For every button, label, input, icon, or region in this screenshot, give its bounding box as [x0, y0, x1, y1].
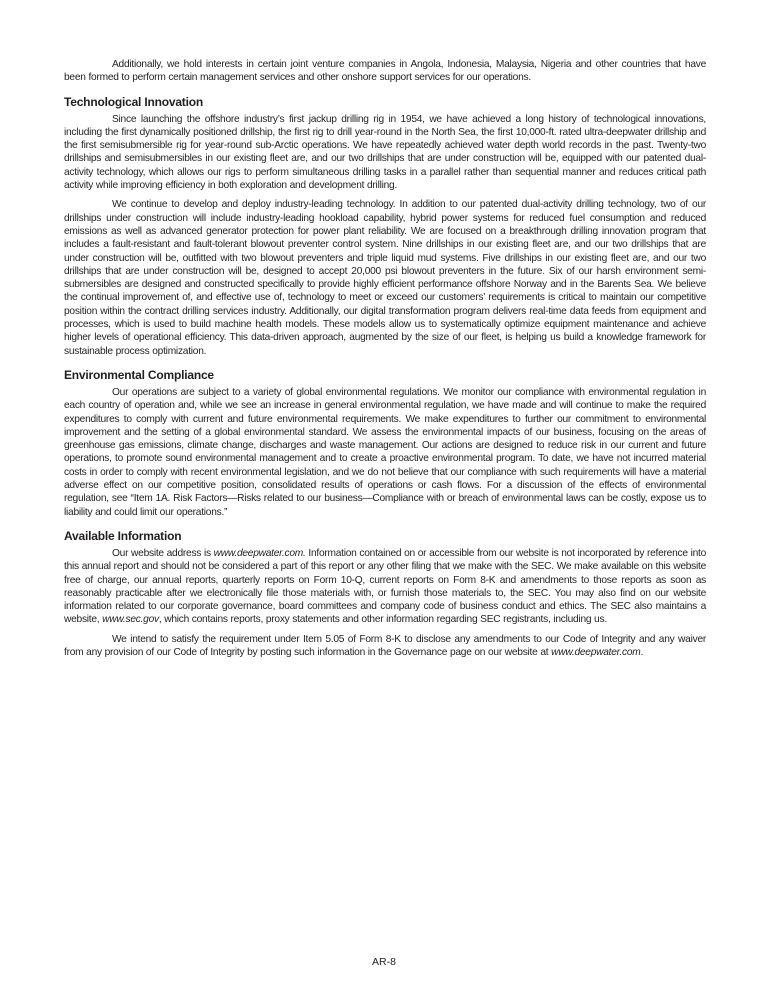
text: , which contains reports, proxy statements and other information regarding SEC registrants, including us. [158, 614, 607, 626]
text: . [640, 646, 644, 658]
website-link[interactable]: www.deepwater.com. [213, 547, 306, 559]
env-paragraph: Our operations are subject to a variety of global environmental regulations. We monitor our compliance with environmental regulation in each country of operation and, while we see an increase in general environmental regulation, we have made and will continue to make the required expenditures to comply with current and future environmental requirements. We make expenditures to further our commitment to environmental improvement and the setting of a global environmental standard. We assess the environmental impacts of our business, focusing on the areas of greenhouse gas emissions, climate change, discharges and waste management. Our actions are designed to reduce risk in our current and future operations, to promote sound environmental management and to create a proactive environmental program. To date, we have not incurred material costs in order to comply with recent environmental legislation, and we do not believe that our compliance with such requirements will have a material adverse effect on our competitive position, consolidated results of operations or cash flows. For a discussion of the effects of environmental regulation, see “Item 1A. Risk Factors—Risks related to our business—Compliance with or breach of environmental laws can be costly, expose us to liability and could limit our operations.” [64, 386, 706, 518]
text: Information contained on or accessible from our website is not incorporated by reference into this annual report and should not be considered a part of this report or any other filing that we make with the SEC. We make available on this website free of charge, our annual reports, quarterly reports on Form 10-Q, current reports on Form 8-K and amendments to those reports as soon as reasonably practicable after we electronically file those materials with, or furnish those materials to, the SEC. You may also find on our website information related to our corporate governance, board committees and company code of business conduct and ethics. The SEC also maintains a website, [64, 547, 706, 626]
intro-paragraph: Additionally, we hold interests in certain joint venture companies in Angola, Indonesia, Malaysia, Nigeria and other countries that have been formed to perform certain management services and other onshore support services for our operations. [64, 59, 706, 84]
section-heading-technological-innovation: Technological Innovation [64, 94, 203, 109]
tech-paragraph-1: Since launching the offshore industry’s first jackup drilling rig in 1954, we have achieved a long history of technological innovations, including the first dynamically positioned drillship, the first rig to drill year-round in the North Sea, the first 10,000-ft. rated ultra-deepwater drillship and the first semisubmersible rig for year-round sub-Arctic operations. We have repeatedly achieved water depth world records in the past. Twenty-two drillships and semisubmersibles in our existing fleet are, and our two drillships that are under construction will be, equipped with our patented dual-activity technology, which allows our rigs to perform simultaneous drilling tasks in a parallel rather than sequential manner and reduces critical path activity while improving efficiency in both exploration and development drilling. [64, 113, 706, 192]
document-page [64, 58, 706, 665]
text: We intend to satisfy the requirement under Item 5.05 of Form 8-K to disclose any amendments to our Code of Integrity and any waiver from any provision of our Code of Integrity by posting such information in the Governance page on our website at [64, 633, 706, 658]
tech-paragraph-2: We continue to develop and deploy industry-leading technology. In addition to our patented dual-activity drilling technology, two of our drillships under construction will include industry-leading hookload capability, hybrid power systems for reduced fuel consumption and reduced emissions as well as advanced generator protection for power plant reliability. We are focused on a breakthrough drilling innovation program that includes a fault-resistant and fault-tolerant blowout preventer control system. Nine drillships in our existing fleet are, and our two drillships that are under construction will be, outfitted with two blowout preventers and triple liquid mud systems. Five drillships in our existing fleet are, and our two drillships that are under construction will be, designed to accept 20,000 psi blowout preventers in the future. Six of our harsh environment semi-submersibles are designed and constructed specifically to provide highly efficient performance offshore Norway and in the Barents Sea. We believe the continual improvement of, and effective use of, technology to meet or exceed our customers’ requirements is critical to maintain our competitive position within the contract drilling services industry. Additionally, our digital transformation program delivers real-time data feeds from equipment and processes, which is used to build machine health models. These models allow us to systematically optimize equipment maintenance and achieve higher levels of operational efficiency. This data-driven approach, augmented by the size of our fleet, is helping us build a knowledge framework for sustainable process optimization. [64, 199, 706, 357]
avail-paragraph-1 [64, 547, 706, 627]
section-heading-environmental-compliance: Environmental Compliance [64, 367, 214, 382]
section-heading-available-information: Available Information [64, 528, 182, 543]
website-link[interactable]: www.deepwater.com [551, 646, 641, 658]
avail-paragraph-2 [64, 633, 706, 660]
page-number: AR-8 [372, 956, 396, 968]
sec-website-link[interactable]: www.sec.gov [102, 614, 159, 626]
text: Our website address is [112, 547, 214, 559]
